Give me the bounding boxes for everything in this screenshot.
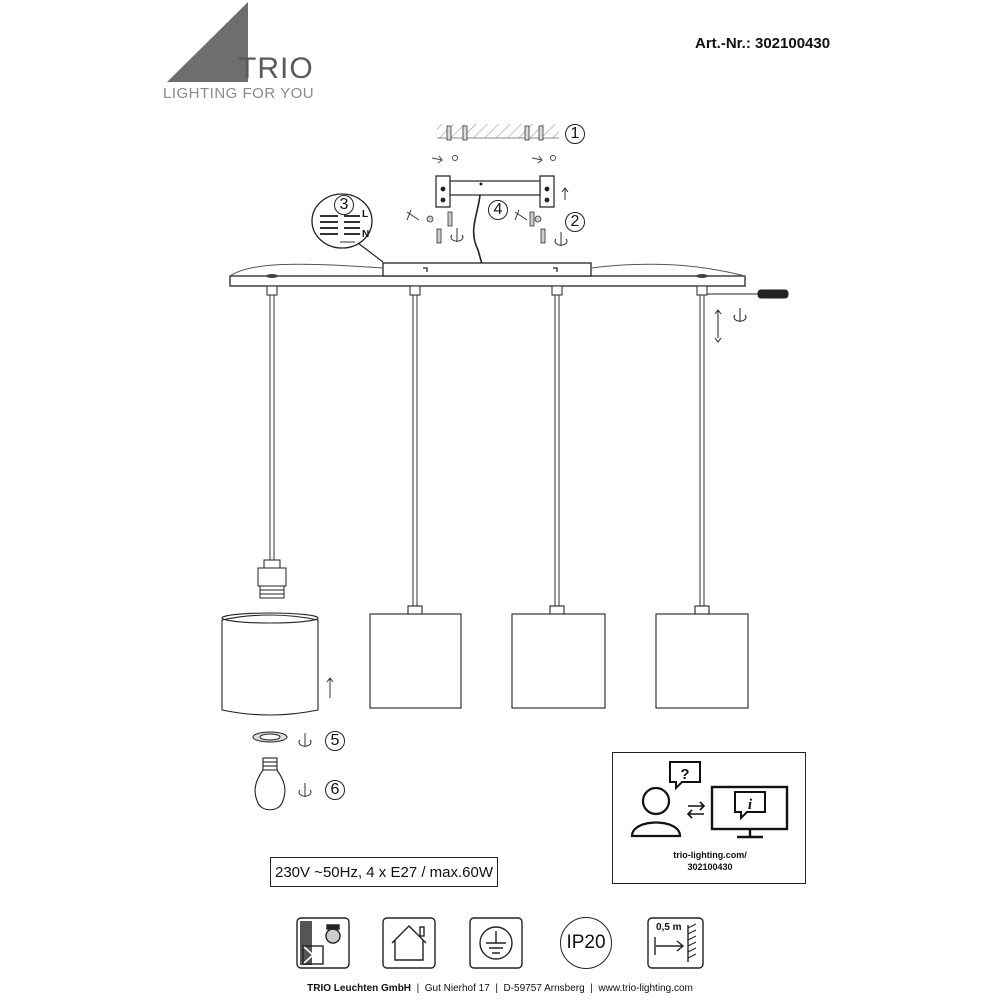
article-number: Art.-Nr.: 302100430 xyxy=(695,35,831,52)
electrical-spec: 230V ~50Hz, 4 x E27 / max.60W xyxy=(270,857,498,887)
lamp-holder-icon xyxy=(258,560,286,598)
brand-name: TRIO xyxy=(238,52,314,85)
brand-tagline: LIGHTING FOR YOU xyxy=(163,85,315,102)
arrow-up-icon xyxy=(327,678,333,698)
step-2-marker: 2 xyxy=(565,212,585,232)
svg-text:i: i xyxy=(747,797,753,813)
step-5-marker: 5 xyxy=(325,731,345,751)
online-info-box xyxy=(612,752,806,884)
arrow-up-icon xyxy=(562,188,568,200)
footer xyxy=(0,983,1000,994)
house-icon xyxy=(383,918,435,968)
step-6-marker: 6 xyxy=(325,780,345,800)
no-insulation-icon xyxy=(297,918,349,968)
live-terminal-label: L xyxy=(362,209,369,220)
min-distance-label: 0,5 m xyxy=(656,922,682,933)
height-adjust-screwdriver-icon xyxy=(707,290,788,342)
step-1-marker: 1 xyxy=(565,124,585,144)
step-3-marker: 3 xyxy=(334,195,354,215)
screwdriver-icon xyxy=(407,210,527,220)
screw-icon xyxy=(427,212,545,243)
earth-ground-icon xyxy=(470,918,522,968)
drill-arrow-icon xyxy=(432,156,556,164)
neutral-terminal-label: N xyxy=(362,229,370,240)
info-url-line2: 302100430 xyxy=(687,862,733,872)
footer-company: TRIO Leuchten GmbH xyxy=(307,983,412,994)
footer-address: | Gut Nierhof 17 | D-59757 Arnsberg | www.trio-lighting.com xyxy=(411,983,693,994)
bulb-icon xyxy=(255,758,285,810)
supply-cable xyxy=(474,195,482,264)
rotate-icon xyxy=(299,733,311,747)
ip-rating-icon: IP20 xyxy=(560,917,612,969)
step-4-marker: 4 xyxy=(488,200,508,220)
svg-text:?: ? xyxy=(680,766,690,783)
rotate-icon xyxy=(451,228,567,246)
shade-ring-icon xyxy=(253,732,287,742)
info-url-line1: trio-lighting.com/ xyxy=(673,850,747,860)
ceiling-bar xyxy=(230,263,745,286)
pendant-cables xyxy=(270,295,704,606)
lamp-shade-icon xyxy=(222,606,748,715)
rotate-icon xyxy=(299,783,311,797)
